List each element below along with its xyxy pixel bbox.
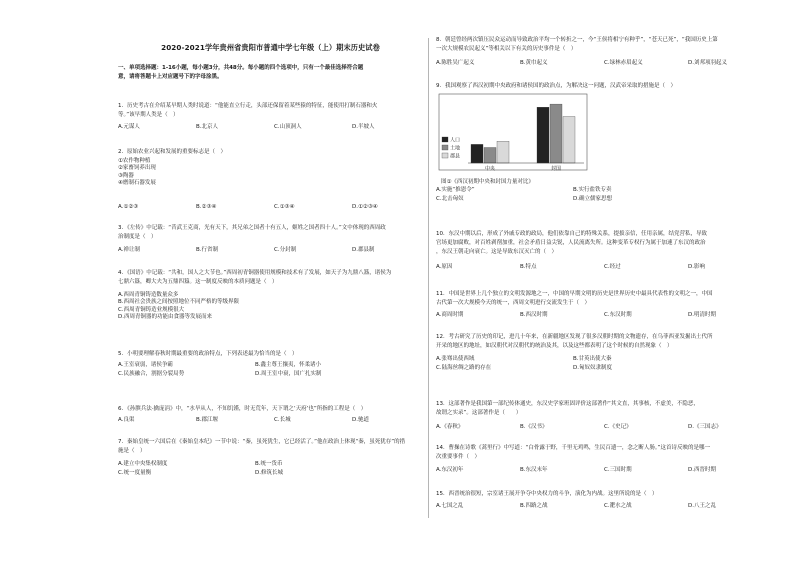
- option-c[interactable]: C.经过: [604, 264, 621, 270]
- option-a[interactable]: A.①②③: [118, 204, 139, 210]
- list-item: ④磨制石器发展: [118, 180, 156, 187]
- question-text: 11．中国是世界上几个独立的文明发源地之一，中国的早期文明的历史是世界历史中最具代表性的文明之一，中国: [436, 291, 713, 297]
- answer-options: [118, 417, 430, 424]
- option-b[interactable]: B.行省制: [196, 247, 219, 253]
- answer-options: [118, 362, 395, 378]
- list-item: ①农作物种植: [118, 158, 151, 164]
- question-text: 10．东汉中期以后，形成了外戚专政的政局，他们依靠自己的特殊关系，提拔亲信，任用亲属，结党营私，导致: [436, 231, 708, 237]
- option-c[interactable]: C.北击匈奴: [436, 196, 464, 202]
- option-a[interactable]: A.良渠: [118, 417, 135, 423]
- answer-options: [436, 424, 772, 431]
- option-c[interactable]: C.西周青铜铸造业规模很大: [118, 306, 185, 313]
- list-item: ③陶器: [118, 172, 134, 179]
- option-a[interactable]: A.禅让制: [118, 247, 140, 253]
- list-item: ②家畜饲养出现: [118, 165, 156, 172]
- option-c[interactable]: C.《史记》: [604, 424, 632, 430]
- question-text: 7．秦始皇统一六国后在《秦始皇本纪》一节中说：“秦，虽死犹生，它已经活了。”他在政治上体现“秦，虽死犹存”的措: [118, 439, 406, 445]
- legend-label: 土地: [450, 145, 461, 152]
- option-a[interactable]: A.原因: [436, 264, 453, 270]
- question-text: 治制度是（ ）: [118, 234, 157, 240]
- option-d[interactable]: D.郡县制: [352, 247, 375, 253]
- answer-options: [436, 503, 772, 510]
- option-a[interactable]: A.元谋人: [118, 124, 140, 130]
- answer-options: [436, 312, 772, 319]
- item-list: [118, 158, 156, 188]
- option-a[interactable]: A.张骞出使西域: [436, 356, 475, 362]
- option-b[interactable]: B.《汉书》: [520, 424, 548, 430]
- question-text: 15．西晋统治很短，宗室诸王展开争夺中央权力的斗争，演化为内战。这里所说的是（ ）: [436, 491, 658, 497]
- option-a[interactable]: A.西周青铜铸造数量众多: [118, 292, 179, 298]
- option-b[interactable]: B.黄巾起义: [520, 60, 548, 66]
- option-d[interactable]: D.半坡人: [352, 124, 375, 130]
- option-a[interactable]: A.陈胜吴广起义: [436, 60, 475, 66]
- option-b[interactable]: B.特点: [520, 264, 537, 270]
- category-label: 中央: [484, 166, 496, 172]
- option-d[interactable]: D.确立儒家思想: [573, 196, 612, 202]
- left-column: [118, 0, 423, 562]
- option-d[interactable]: D.匈奴奴隶制度: [573, 365, 612, 371]
- option-c[interactable]: C.分封制: [274, 247, 297, 253]
- option-c[interactable]: C.淝水之战: [604, 503, 632, 509]
- option-b[interactable]: B.东汉末年: [520, 467, 548, 473]
- section-instruction: 意，请将答题卡上对应题号下的字母涂黑。: [118, 74, 223, 80]
- legend-label: 人口: [450, 137, 461, 144]
- option-d[interactable]: D.修筑长城: [255, 470, 283, 476]
- question-text: 9．我国观察了西汉初期中央政府和诸侯国的政治点，为解决这一问题，汉武帝采取的措施是（ ）: [436, 83, 677, 89]
- option-b[interactable]: B.②③④: [196, 204, 217, 210]
- question-text: 七鼎六簋，卿大夫为五鼎四簋。这一制度反映的本质问题是（ ）: [118, 279, 278, 285]
- option-b[interactable]: B.四路之战: [520, 503, 548, 509]
- section-instruction: 一、单项选择题：1-16小题，每小题3分，共48分。每小题的四个选项中，只有一个最佳选择符合题: [118, 65, 364, 71]
- question-text: 等。”该早期人类是（ ）: [118, 112, 179, 118]
- option-a[interactable]: A.东汉初年: [436, 467, 464, 473]
- question-text: 2．原始农业兴起和发展的重要标志是（ ）: [118, 149, 227, 155]
- answer-options: [436, 356, 713, 372]
- option-c[interactable]: C.陆海丝绸之路的存在: [436, 365, 492, 371]
- question-text: 施是（ ）: [118, 448, 146, 454]
- question-text: 3．《左传》中记载：“昔武王克商，光有天下，其兄弟之国者十有五人，姬姓之国者四十人。”文中体现的西周政: [118, 225, 386, 231]
- option-d[interactable]: D.影响: [688, 264, 705, 270]
- question-text: 1．历史考古在介绍某早期人类时说道：“他能直立行走，头部还保留着某些猿的特征，能使用打制石器和火: [118, 103, 378, 109]
- question-text: 14．曹操在诗歌《蒿里行》中写道：“白骨露于野，千里无鸡鸣，生民百遗一，念之断人肠。”这首诗反映的是哪一: [436, 445, 710, 451]
- question-text: 一次大规模农民起义”等相关以下有关的历史事件是（ ）: [436, 46, 577, 52]
- question-text: 4．《国语》中记载：“共和，国人之大节也。”西周初青铜器使用规模和技术有了发展，如天子为九鼎八簋，诸侯为: [118, 270, 392, 276]
- option-c[interactable]: C.三国时期: [604, 467, 632, 473]
- question-text: ，东汉王朝走向衰亡。这是导致东汉灭亡的（ ）: [436, 249, 558, 255]
- question-text: 8．朝廷曾经两次镇压民众运动而导致政治平均一个转折之一，今“王侯将相宁有种乎”，“苍天已死”，“我国历史上第: [436, 37, 718, 43]
- option-d[interactable]: D.八王之乱: [688, 503, 716, 509]
- option-b[interactable]: B.实行盐铁专卖: [573, 187, 612, 193]
- option-a[interactable]: A.商周时期: [436, 312, 464, 318]
- option-a[interactable]: A.七国之乱: [436, 503, 464, 509]
- option-d[interactable]: D.周王室中衰，国广扎实制: [255, 371, 322, 377]
- option-b[interactable]: B.郡江堰: [196, 417, 219, 423]
- option-d[interactable]: D.西晋时期: [688, 467, 716, 473]
- question-text: 故谓之实录”。这部著作是（ ）: [436, 410, 522, 416]
- option-c[interactable]: C.山顶洞人: [274, 124, 302, 130]
- option-d[interactable]: D.刘邦项羽起义: [688, 60, 727, 66]
- option-a[interactable]: A.《春秋》: [436, 424, 464, 430]
- option-a[interactable]: A.实施“推恩令”: [436, 187, 475, 193]
- chart-caption: 图①《西汉初期中央和封国力量对比》: [441, 179, 534, 185]
- column-divider: [428, 38, 429, 518]
- answer-options: [436, 187, 713, 203]
- answer-options: [436, 467, 772, 474]
- answer-options: [118, 461, 395, 477]
- right-column-continued: [436, 0, 776, 562]
- question-text: 5．小明要理解春秋时期最重要的政治特点，下列表述最为恰当的是（ ）: [118, 351, 298, 357]
- option-c[interactable]: C.绿林赤眉起义: [604, 60, 643, 66]
- option-c[interactable]: C.长城: [274, 417, 291, 423]
- option-d[interactable]: D.《三国志》: [688, 424, 722, 430]
- answer-options: [436, 264, 772, 271]
- answer-options: [118, 292, 239, 322]
- question-text: 古代第一次大规模今天的统一，西周文明进行交流发生于（ ）: [436, 300, 591, 306]
- option-d[interactable]: D.明清时期: [688, 312, 716, 318]
- answer-options: [118, 124, 430, 131]
- answer-options: [118, 204, 430, 211]
- option-b[interactable]: B.北京人: [196, 124, 219, 130]
- option-c[interactable]: C.民族融合，割据分裂局势: [118, 371, 185, 377]
- option-b[interactable]: B.西周社会贵族之间按照地位不同严格的等级界限: [118, 299, 240, 306]
- question-text: 次重要事件（ ）: [436, 454, 481, 460]
- option-d[interactable]: D.西周青铜器的功能由食器等发展而来: [118, 314, 212, 321]
- answer-options: [118, 247, 430, 254]
- category-label: 封国: [550, 166, 562, 172]
- option-a[interactable]: A.建立中央集权制度: [118, 461, 168, 467]
- option-c[interactable]: C.东汉时期: [604, 312, 632, 318]
- option-b[interactable]: B.西汉时期: [520, 312, 548, 318]
- option-c[interactable]: C.统一度量衡: [118, 470, 152, 476]
- exam-title: 2020-2021学年贵州省贵阳市普通中学七年级（上）期末历史试卷: [161, 43, 380, 52]
- question-text: 开采的地区的地址，如汉朝代对汉朝代的统治及其，以及这些都表明了这个时候的自然现象（ ）: [436, 343, 673, 349]
- option-b[interactable]: B.鑫主尊王攘夷，怀柔诸小: [255, 362, 322, 368]
- question-text: 13．这部著作是我国第一部纪传体通史，东汉史学家班固评价这部著作“其文直，其事核，不虚美，不隐恶，: [436, 401, 699, 407]
- question-text: 6．《孙膑兵法·擒庞涓》中，“水旱从人，不知饥馑，时无荒年，天下谓之‘天府’也”所指的工程是（ ）: [118, 406, 367, 412]
- question-text: 12．考古研究了历史的印记，进几十年来，在新疆地区发现了很多汉朝时期的文物遗存，在乌菲西亚发掘出土代所: [436, 334, 713, 340]
- option-b[interactable]: B.甘英出使大秦: [573, 356, 612, 362]
- option-d[interactable]: D.驰道: [352, 417, 369, 423]
- question-text: 官场更加腐败，对百姓剥削加重，社会矛盾日益尖锐，人民流离失所。这种变革专权行为属于加速了东汉的政治: [436, 240, 706, 246]
- option-d[interactable]: D.①②③④: [352, 204, 378, 210]
- option-a[interactable]: A.王室衰弱，诸侯争霸: [118, 362, 173, 368]
- legend-label: 郡县: [450, 153, 461, 160]
- option-c[interactable]: C.①③④: [274, 204, 295, 210]
- option-b[interactable]: B.统一货币: [255, 461, 283, 467]
